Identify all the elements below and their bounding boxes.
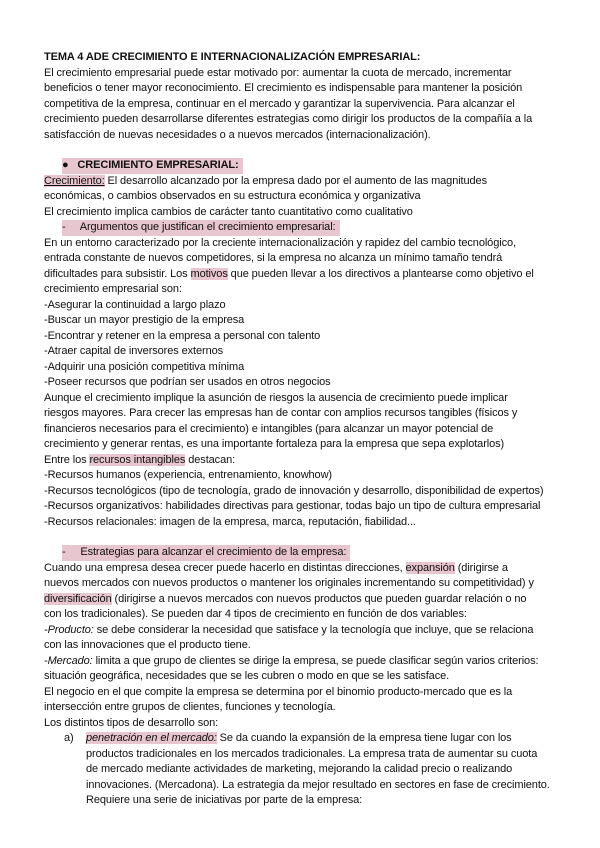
list-item-a xyxy=(44,731,564,809)
highlight-recursos: recursos intangibles xyxy=(89,453,186,466)
list-item: -Recursos relacionales: imagen de la empresa, marca, reputación, fiabilidad... xyxy=(44,515,416,528)
definition-paragraph xyxy=(44,174,564,221)
text-line: -Mercado: limita a que grupo de clientes se dirige la empresa, se puede clasificar según varios criterios: xyxy=(44,654,539,667)
resources-list xyxy=(44,468,564,530)
text-line: Crecimiento: El desarrollo alcanzado por la empresa dado por el aumento de las magnitudes xyxy=(44,174,487,187)
intro-paragraph xyxy=(44,66,564,144)
text-line: económicas, o cambios observados en su estructura económica y organizativa xyxy=(44,190,421,202)
term-producto: -Producto: xyxy=(44,623,94,636)
text-line: productos tradicionales en los mercados tradicionales. La empresa trata de aumentar su cuota xyxy=(86,747,538,760)
text-line: crecimiento pueden desarrollarse diferentes estrategias como dirigir los productos de la compañía a la xyxy=(44,113,533,125)
list-item: -Buscar un mayor prestigio de la empresa xyxy=(44,314,245,326)
text-line: riesgos mayores. Para crecer las empresas han de contar con amplios recursos tangibles (físicos y xyxy=(44,407,518,419)
list-item: -Recursos humanos (experiencia, entrenamiento, knowhow) xyxy=(44,469,332,481)
highlight xyxy=(62,158,243,174)
list-item: -Asegurar la continuidad a largo plazo xyxy=(44,298,226,311)
text-line: con las innovaciones que el producto tiene. xyxy=(44,639,251,651)
term-penetracion: penetración en el mercado: xyxy=(86,732,217,744)
text-line: El crecimiento implica cambios de carácter tanto cuantitativo como cualitativo xyxy=(44,205,413,218)
text-line: El crecimiento empresarial puede estar motivado por: aumentar la cuota de mercado, incrementar xyxy=(44,66,512,79)
list-item: -Atraer capital de inversores externos xyxy=(44,345,224,357)
list-item: -Poseer recursos que podrían ser usados en otros negocios xyxy=(44,376,331,388)
section-heading-crecimiento xyxy=(44,158,564,174)
text-line: situación geográfica, necesidades que se les cubren o modo en que se les satisface. xyxy=(44,670,450,682)
highlight-expansion: expansión xyxy=(405,561,455,574)
text-line: nuevos mercados con nuevos productos o mantener los originales incrementando su competitividad) y xyxy=(44,577,534,589)
subheading-text: - Estrategias para alcanzar el crecimiento de la empresa: xyxy=(62,545,350,561)
text-line: diversificación (dirigirse a nuevos mercados con nuevos productos que pueden guardar relación o no xyxy=(44,592,527,605)
estrategias-paragraph xyxy=(44,561,564,732)
subheading-argumentos xyxy=(44,220,564,236)
text-line: dificultades para subsistir. Los motivos que pueden llevar a los directivos a plantearse como objetivo el xyxy=(44,267,534,280)
text-line: En un entorno caracterizado por la creciente internacionalización y rapidez del cambio tecnológico, xyxy=(44,236,516,249)
term-crecimiento: Crecimiento: xyxy=(44,174,105,187)
page-title: TEMA 4 ADE CRECIMIENTO E INTERNACIONALIZACIÓN EMPRESARIAL: xyxy=(44,51,421,63)
subheading-estrategias xyxy=(44,545,564,561)
text-line: financieros necesarios para el crecimiento) e intangibles (para alcanzar un mayor potencial de xyxy=(44,422,494,435)
text-line: crecimiento empresarial son: xyxy=(44,283,182,295)
highlight-diversificacion: diversificación xyxy=(44,592,112,605)
text-line: -Producto: se debe considerar la necesidad que satisface y la tecnología que incluye, que se relaciona xyxy=(44,623,534,636)
text-line: Requiere una serie de iniciativas por parte de la empresa: xyxy=(86,794,363,806)
text-line: beneficios o tener mayor reconocimiento. El crecimiento es indispensable para mantener la posición xyxy=(44,82,523,94)
text-line: con los tradicionales). Se pueden dar 4 tipos de crecimiento en función de dos variables: xyxy=(44,608,467,620)
list-item: -Adquirir una posición competitiva mínima xyxy=(44,360,245,373)
highlight-motivos: motivos xyxy=(190,267,228,280)
text-line: a) penetración en el mercado: Se da cuando la expansión de la empresa tiene lugar con los xyxy=(44,731,564,747)
list-marker: a) xyxy=(64,732,74,744)
text-line: El negocio en el que compite la empresa se determina por el binomio producto-mercado que es la xyxy=(44,685,513,698)
text-line: entrada constante de nuevos competidores, si la empresa no alcanza un mínimo tamaño tendrá xyxy=(44,252,503,264)
text-line: innovaciones. (Mercadona). La estrategia da mejor resultado en sectores en fase de crecimiento. xyxy=(86,778,550,791)
bullet-icon: ● xyxy=(62,159,69,171)
term-mercado: -Mercado: xyxy=(44,654,93,667)
text-line: intersección entre grupos de clientes, funciones y tecnología. xyxy=(44,701,336,713)
list-item: -Recursos tecnológicos (tipo de tecnología, grado de innovación y desarrollo, disponibilidad de expertos) xyxy=(44,484,544,497)
risk-paragraph xyxy=(44,391,564,469)
motives-list xyxy=(44,298,564,391)
text-line: Entre los recursos intangibles destacan: xyxy=(44,453,236,466)
argumentos-paragraph xyxy=(44,236,564,298)
section-heading-text: CRECIMIENTO EMPRESARIAL: xyxy=(77,159,239,171)
text-line: Los distintos tipos de desarrollo son: xyxy=(44,716,219,729)
text-line: satisfacción de nuevas necesidades o a nuevos mercados (internacionalización). xyxy=(44,128,431,141)
text-line: competitiva de la empresa, continuar en el mercado y garantizar la supervivencia. Para alcanzar el xyxy=(44,97,515,110)
list-item: -Encontrar y retener en la empresa a personal con talento xyxy=(44,329,321,342)
text-line: crecimiento y generar rentas, es una importante fortaleza para la empresa que sepa explotarlos) xyxy=(44,438,505,450)
list-item: -Recursos organizativos: habilidades directivas para gestionar, todas bajo un tipo de cultura empresarial xyxy=(44,500,541,512)
document-body xyxy=(44,50,564,809)
text-line: de mercado mediante actividades de marketing, mejorando la calidad precio o realizando xyxy=(86,763,513,775)
text-line: Aunque el crecimiento implique la asunción de riesgos la ausencia de crecimiento puede implicar xyxy=(44,391,508,404)
text-line: Cuando una empresa desea crecer puede hacerlo en distintas direcciones, expansión (dirigirse a xyxy=(44,561,508,574)
subheading-text: - Argumentos que justifican el crecimiento empresarial: xyxy=(62,220,340,236)
